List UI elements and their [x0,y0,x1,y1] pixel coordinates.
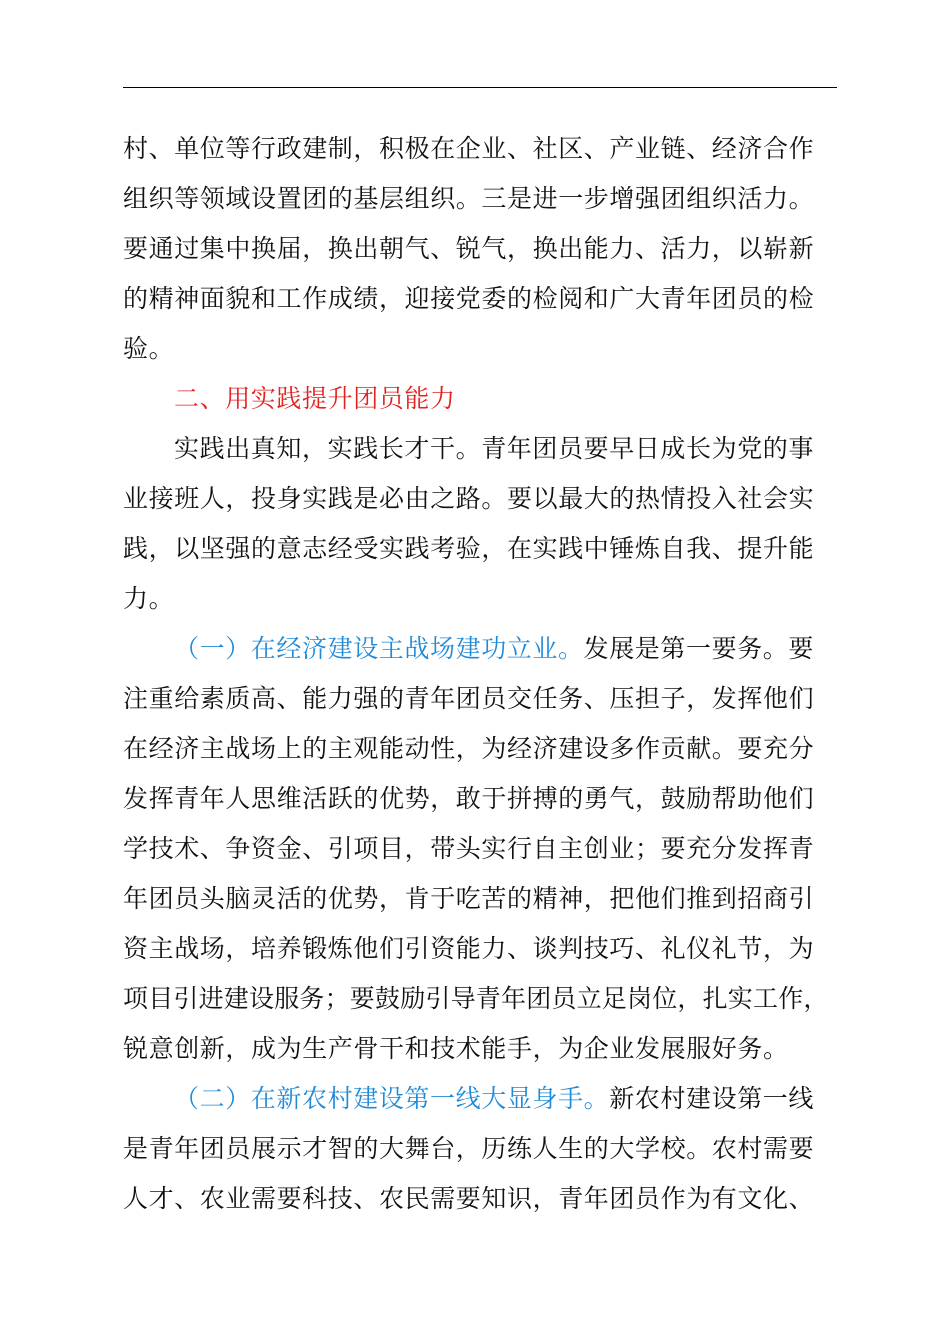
text-line: 注重给素质高、能力强的青年团员交任务、压担子，发挥他们 [123,684,815,713]
text-line: 锐意创新，成为生产骨干和技术能手，为企业发展服好务。 [123,1034,789,1063]
text-line: 要通过集中换届，换出朝气、锐气，换出能力、活力，以崭新 [123,234,815,263]
text-line: 组织等领域设置团的基层组织。三是进一步增强团组织活力。 [123,184,815,213]
text-line: 业接班人，投身实践是必由之路。要以最大的热情投入社会实 [123,484,815,513]
text-line: 村、单位等行政建制，积极在企业、社区、产业链、经济合作 [123,134,815,163]
text-line: 是青年团员展示才智的大舞台，历练人生的大学校。农村需要 [123,1134,815,1163]
section-heading: 二、用实践提升团员能力 [174,384,456,413]
text-line: 资主战场，培养锻炼他们引资能力、谈判技巧、礼仪礼节，为 [123,934,815,963]
text-line: 项目引进建设服务；要鼓励引导青年团员立足岗位，扎实工作， [123,984,829,1013]
subheading: （一）在经济建设主战场建功立业。 [174,634,584,663]
text-line: 学技术、争资金、引项目，带头实行自主创业；要充分发挥青 [123,834,815,863]
text-line: 年团员头脑灵活的优势，肯于吃苦的精神，把他们推到招商引 [123,884,815,913]
text-span: 新农村建设第一线 [609,1084,815,1113]
text-line: 在经济主战场上的主观能动性，为经济建设多作贡献。要充分 [123,734,815,763]
subheading: （二）在新农村建设第一线大显身手。 [174,1084,610,1113]
text-line: 力。 [123,584,175,613]
text-line: 的精神面貌和工作成绩，迎接党委的检阅和广大青年团员的检 [123,284,815,313]
text-line: 践，以坚强的意志经受实践考验，在实践中锤炼自我、提升能 [123,534,815,563]
paragraph-first-line [174,1079,814,1119]
header-rule [123,87,837,88]
text-line: 实践出真知，实践长才干。青年团员要早日成长为党的事 [174,434,815,463]
paragraph-first-line [174,629,814,669]
text-line: 验。 [123,334,175,363]
text-line: 发挥青年人思维活跃的优势，敢于拼搏的勇气，鼓励帮助他们 [123,784,815,813]
text-line: 人才、农业需要科技、农民需要知识，青年团员作为有文化、 [123,1184,815,1213]
text-span: 发展是第一要务。要 [583,634,815,663]
